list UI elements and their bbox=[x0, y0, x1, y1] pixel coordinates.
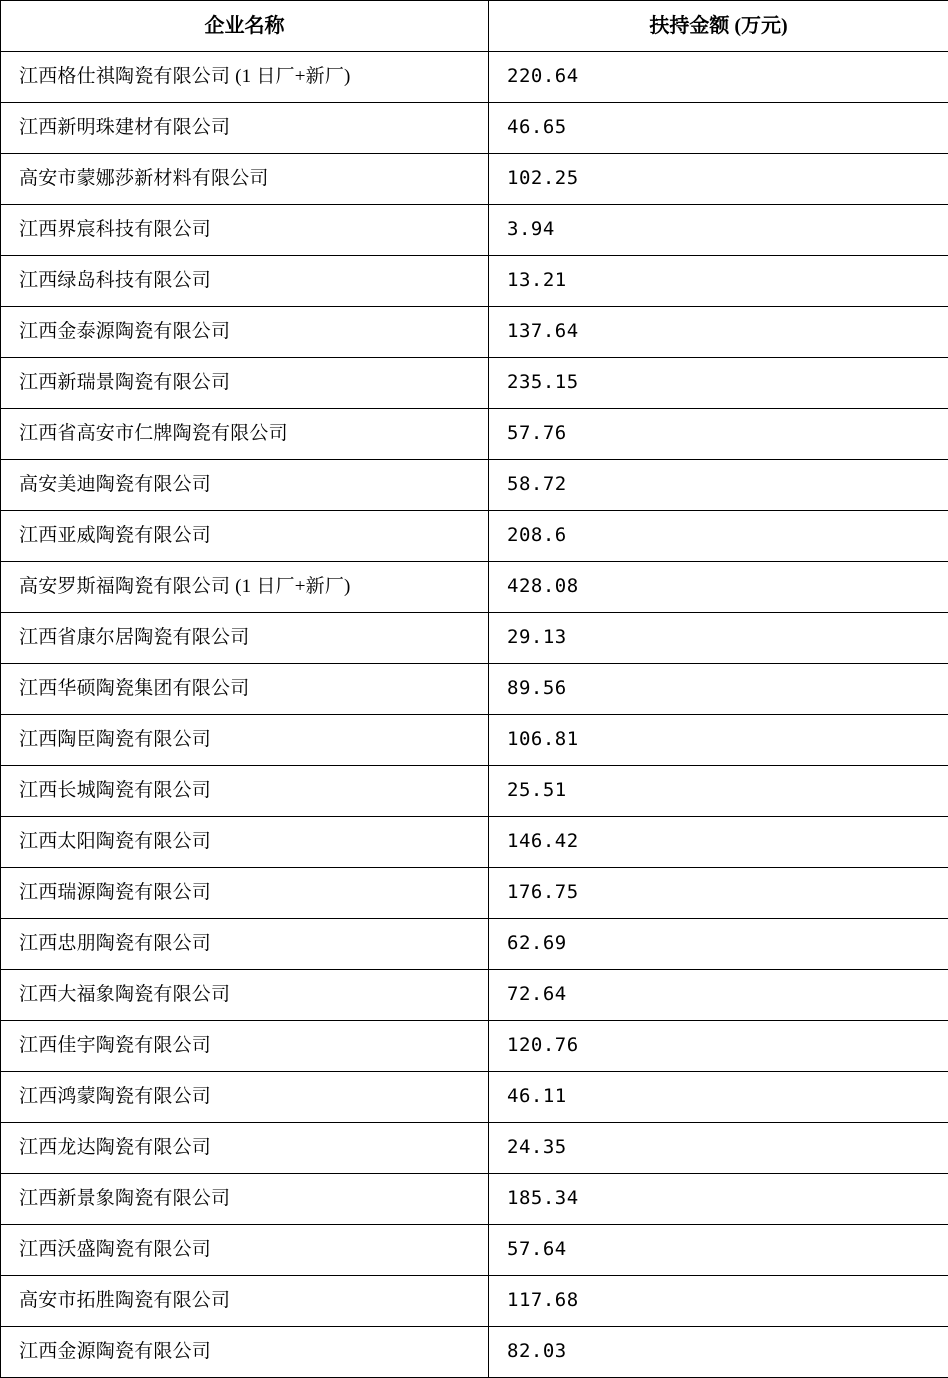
cell-subsidy-amount bbox=[489, 1276, 948, 1327]
cell-subsidy-amount bbox=[489, 817, 948, 868]
cell-subsidy-amount bbox=[489, 613, 948, 664]
cell-enterprise-name bbox=[1, 664, 489, 715]
table-row bbox=[1, 1327, 948, 1378]
enterprise-name-text: 高安美迪陶瓷有限公司 bbox=[1, 473, 488, 497]
table-row bbox=[1, 511, 948, 562]
cell-subsidy-amount bbox=[489, 715, 948, 766]
cell-subsidy-amount bbox=[489, 1327, 948, 1378]
cell-enterprise-name bbox=[1, 766, 489, 817]
table-header bbox=[1, 1, 948, 52]
cell-enterprise-name bbox=[1, 460, 489, 511]
table-row bbox=[1, 817, 948, 868]
cell-subsidy-amount bbox=[489, 460, 948, 511]
table-row bbox=[1, 970, 948, 1021]
column-header-subsidy-amount-label: 扶持金额 (万元) bbox=[489, 14, 948, 39]
table-row bbox=[1, 256, 948, 307]
table-row bbox=[1, 1225, 948, 1276]
subsidy-amount-text: 24.35 bbox=[489, 1136, 948, 1160]
enterprise-name-text: 江西长城陶瓷有限公司 bbox=[1, 779, 488, 803]
subsidy-amount-text: 106.81 bbox=[489, 728, 948, 752]
enterprise-name-text: 江西华硕陶瓷集团有限公司 bbox=[1, 677, 488, 701]
cell-enterprise-name bbox=[1, 1072, 489, 1123]
subsidy-amount-text: 3.94 bbox=[489, 218, 948, 242]
cell-subsidy-amount bbox=[489, 970, 948, 1021]
cell-enterprise-name bbox=[1, 256, 489, 307]
table-row bbox=[1, 919, 948, 970]
enterprise-name-text: 江西新景象陶瓷有限公司 bbox=[1, 1187, 488, 1211]
enterprise-name-text: 江西省高安市仁牌陶瓷有限公司 bbox=[1, 422, 488, 446]
enterprise-name-text: 高安罗斯福陶瓷有限公司 (1 日厂+新厂) bbox=[1, 575, 488, 599]
enterprise-name-text: 江西鸿蒙陶瓷有限公司 bbox=[1, 1085, 488, 1109]
table-row bbox=[1, 409, 948, 460]
cell-enterprise-name bbox=[1, 868, 489, 919]
cell-subsidy-amount bbox=[489, 919, 948, 970]
table-row bbox=[1, 1021, 948, 1072]
cell-enterprise-name bbox=[1, 1123, 489, 1174]
cell-subsidy-amount bbox=[489, 154, 948, 205]
subsidy-amount-text: 57.64 bbox=[489, 1238, 948, 1262]
enterprise-name-text: 江西新明珠建材有限公司 bbox=[1, 116, 488, 140]
table-row bbox=[1, 358, 948, 409]
enterprise-name-text: 江西金泰源陶瓷有限公司 bbox=[1, 320, 488, 344]
enterprise-name-text: 江西新瑞景陶瓷有限公司 bbox=[1, 371, 488, 395]
cell-subsidy-amount bbox=[489, 562, 948, 613]
subsidy-amount-text: 46.11 bbox=[489, 1085, 948, 1109]
cell-enterprise-name bbox=[1, 562, 489, 613]
cell-enterprise-name bbox=[1, 511, 489, 562]
subsidy-amount-text: 117.68 bbox=[489, 1289, 948, 1313]
cell-enterprise-name bbox=[1, 154, 489, 205]
cell-enterprise-name bbox=[1, 970, 489, 1021]
enterprise-name-text: 高安市拓胜陶瓷有限公司 bbox=[1, 1289, 488, 1313]
cell-enterprise-name bbox=[1, 358, 489, 409]
subsidy-amount-text: 176.75 bbox=[489, 881, 948, 905]
cell-subsidy-amount bbox=[489, 358, 948, 409]
subsidy-amount-text: 89.56 bbox=[489, 677, 948, 701]
table-row bbox=[1, 154, 948, 205]
cell-subsidy-amount bbox=[489, 766, 948, 817]
column-header-enterprise-name bbox=[1, 1, 489, 52]
subsidy-amount-text: 46.65 bbox=[489, 116, 948, 140]
subsidy-amount-text: 25.51 bbox=[489, 779, 948, 803]
table-row bbox=[1, 766, 948, 817]
subsidy-amount-text: 58.72 bbox=[489, 473, 948, 497]
table-row bbox=[1, 460, 948, 511]
table-row bbox=[1, 613, 948, 664]
cell-enterprise-name bbox=[1, 1021, 489, 1072]
enterprise-name-text: 江西陶臣陶瓷有限公司 bbox=[1, 728, 488, 752]
cell-enterprise-name bbox=[1, 205, 489, 256]
table-row bbox=[1, 715, 948, 766]
enterprise-name-text: 江西亚威陶瓷有限公司 bbox=[1, 524, 488, 548]
table-row bbox=[1, 1072, 948, 1123]
subsidy-amount-text: 57.76 bbox=[489, 422, 948, 446]
subsidy-amount-text: 120.76 bbox=[489, 1034, 948, 1058]
cell-subsidy-amount bbox=[489, 307, 948, 358]
subsidy-amount-text: 13.21 bbox=[489, 269, 948, 293]
table-row bbox=[1, 1174, 948, 1225]
enterprise-name-text: 江西瑞源陶瓷有限公司 bbox=[1, 881, 488, 905]
subsidy-amount-text: 29.13 bbox=[489, 626, 948, 650]
cell-subsidy-amount bbox=[489, 868, 948, 919]
cell-enterprise-name bbox=[1, 817, 489, 868]
table-row bbox=[1, 868, 948, 919]
cell-subsidy-amount bbox=[489, 1021, 948, 1072]
cell-subsidy-amount bbox=[489, 205, 948, 256]
enterprise-name-text: 江西金源陶瓷有限公司 bbox=[1, 1340, 488, 1364]
subsidy-amount-text: 185.34 bbox=[489, 1187, 948, 1211]
cell-enterprise-name bbox=[1, 1276, 489, 1327]
table-row bbox=[1, 1123, 948, 1174]
subsidy-amount-text: 62.69 bbox=[489, 932, 948, 956]
enterprise-name-text: 江西绿岛科技有限公司 bbox=[1, 269, 488, 293]
subsidy-amount-text: 220.64 bbox=[489, 65, 948, 89]
cell-enterprise-name bbox=[1, 1225, 489, 1276]
enterprise-name-text: 高安市蒙娜莎新材料有限公司 bbox=[1, 167, 488, 191]
enterprise-name-text: 江西太阳陶瓷有限公司 bbox=[1, 830, 488, 854]
subsidy-amount-text: 208.6 bbox=[489, 524, 948, 548]
cell-enterprise-name bbox=[1, 613, 489, 664]
subsidy-amount-text: 137.64 bbox=[489, 320, 948, 344]
cell-enterprise-name bbox=[1, 1174, 489, 1225]
enterprise-name-text: 江西大福象陶瓷有限公司 bbox=[1, 983, 488, 1007]
cell-subsidy-amount bbox=[489, 1123, 948, 1174]
subsidy-amount-text: 428.08 bbox=[489, 575, 948, 599]
cell-enterprise-name bbox=[1, 52, 489, 103]
cell-subsidy-amount bbox=[489, 664, 948, 715]
subsidy-amount-text: 235.15 bbox=[489, 371, 948, 395]
subsidy-amount-text: 102.25 bbox=[489, 167, 948, 191]
cell-subsidy-amount bbox=[489, 409, 948, 460]
cell-subsidy-amount bbox=[489, 1174, 948, 1225]
table-row bbox=[1, 664, 948, 715]
table-body bbox=[1, 52, 948, 1378]
table-row bbox=[1, 1276, 948, 1327]
cell-subsidy-amount bbox=[489, 52, 948, 103]
enterprise-name-text: 江西忠朋陶瓷有限公司 bbox=[1, 932, 488, 956]
table-row bbox=[1, 205, 948, 256]
cell-subsidy-amount bbox=[489, 103, 948, 154]
cell-subsidy-amount bbox=[489, 1072, 948, 1123]
enterprise-name-text: 江西格仕祺陶瓷有限公司 (1 日厂+新厂) bbox=[1, 65, 488, 89]
column-header-subsidy-amount bbox=[489, 1, 948, 52]
table-row bbox=[1, 562, 948, 613]
enterprise-name-text: 江西佳宇陶瓷有限公司 bbox=[1, 1034, 488, 1058]
cell-enterprise-name bbox=[1, 919, 489, 970]
table-header-row bbox=[1, 1, 948, 52]
enterprise-name-text: 江西龙达陶瓷有限公司 bbox=[1, 1136, 488, 1160]
table-row bbox=[1, 103, 948, 154]
table-row bbox=[1, 307, 948, 358]
enterprise-name-text: 江西沃盛陶瓷有限公司 bbox=[1, 1238, 488, 1262]
cell-subsidy-amount bbox=[489, 511, 948, 562]
cell-enterprise-name bbox=[1, 715, 489, 766]
cell-enterprise-name bbox=[1, 307, 489, 358]
cell-subsidy-amount bbox=[489, 256, 948, 307]
enterprise-name-text: 江西界宸科技有限公司 bbox=[1, 218, 488, 242]
cell-enterprise-name bbox=[1, 409, 489, 460]
table-row bbox=[1, 52, 948, 103]
subsidy-amount-text: 72.64 bbox=[489, 983, 948, 1007]
cell-subsidy-amount bbox=[489, 1225, 948, 1276]
column-header-enterprise-name-label: 企业名称 bbox=[1, 14, 488, 39]
enterprise-name-text: 江西省康尔居陶瓷有限公司 bbox=[1, 626, 488, 650]
subsidy-amount-text: 82.03 bbox=[489, 1340, 948, 1364]
cell-enterprise-name bbox=[1, 103, 489, 154]
cell-enterprise-name bbox=[1, 1327, 489, 1378]
subsidy-amount-text: 146.42 bbox=[489, 830, 948, 854]
